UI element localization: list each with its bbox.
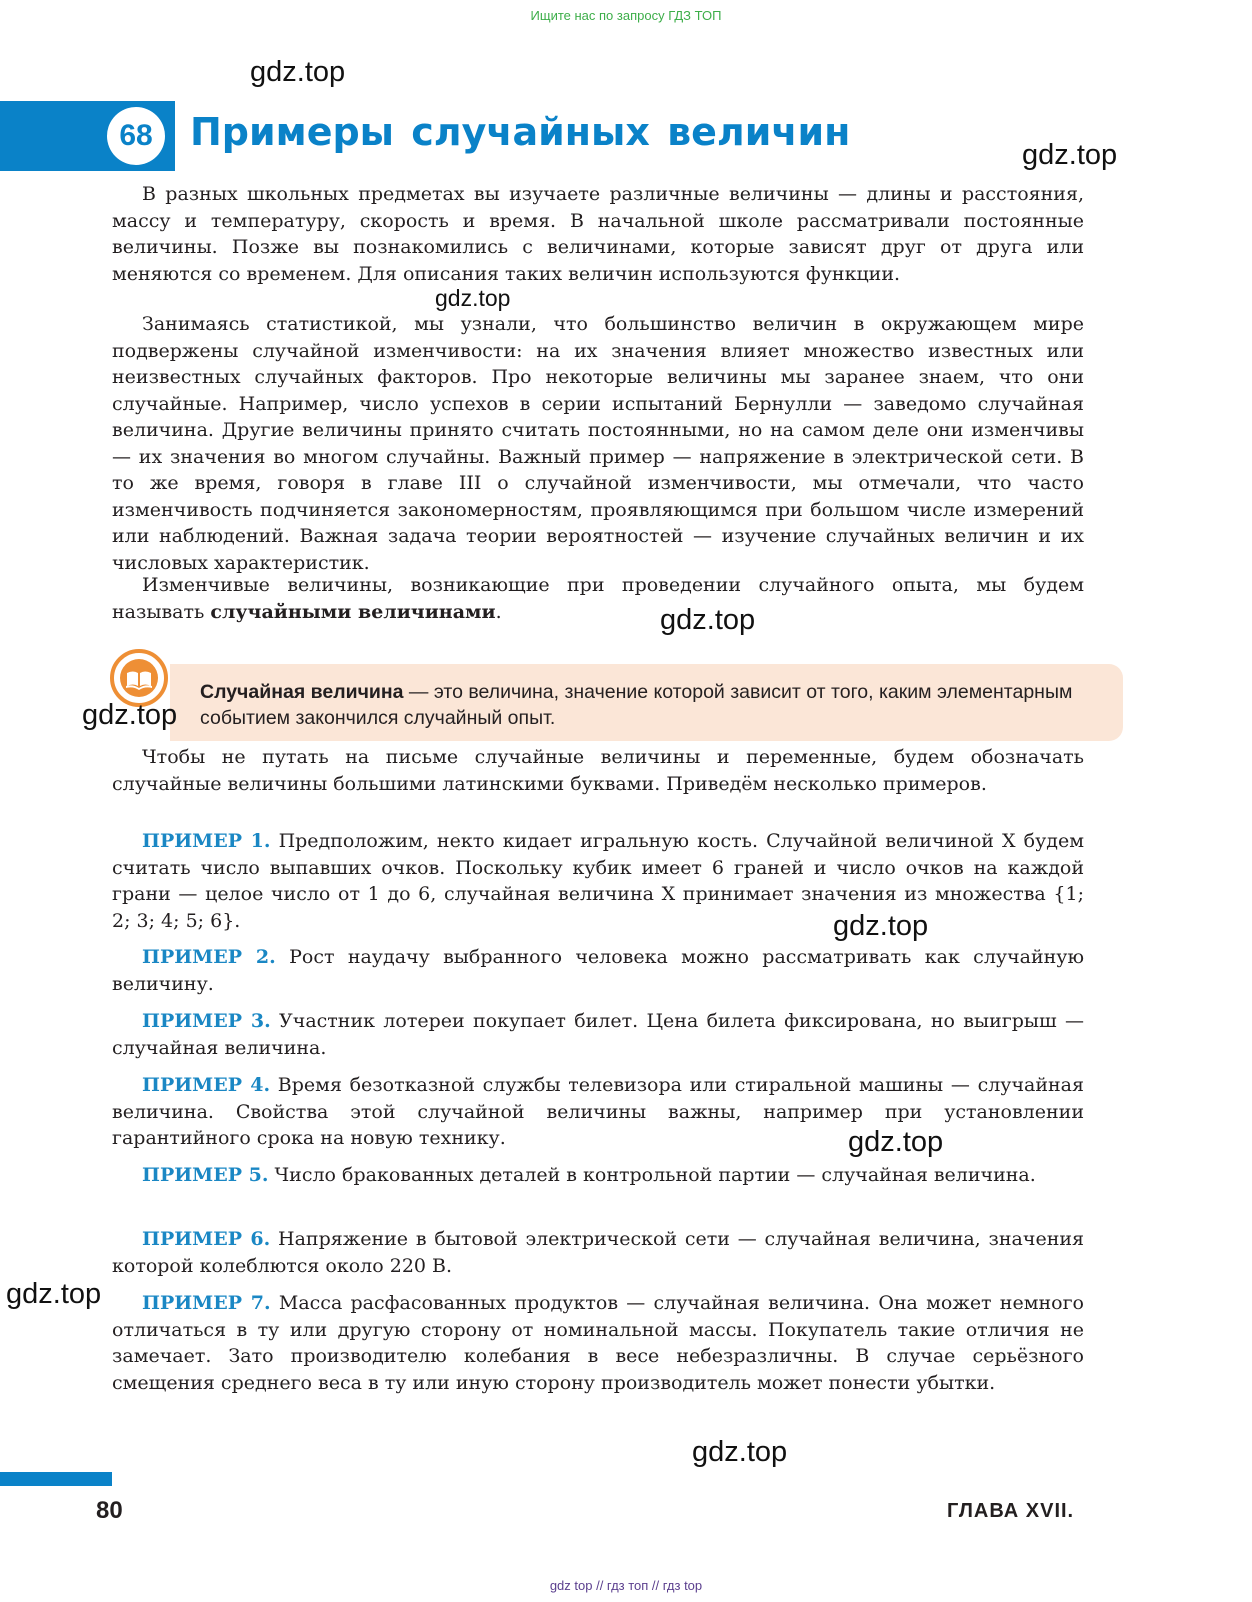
watermark: gdz.top	[82, 699, 178, 731]
page-footer-bar	[0, 1472, 112, 1486]
example-label: ПРИМЕР 5.	[142, 1164, 269, 1186]
page-title: Примеры случайных величин	[190, 110, 851, 154]
example-text: Число бракованных деталей в контрольной партии — случайная величина.	[268, 1164, 1036, 1186]
example-label: ПРИМЕР 3.	[142, 1010, 271, 1032]
watermark: gdz.top	[848, 1126, 944, 1158]
example-text: Участник лотереи покупает билет. Цена билета фиксирована, но выигрыш — случайная величина.	[112, 1010, 1084, 1059]
top-note: Ищите нас по запросу ГДЗ ТОП	[530, 8, 722, 23]
watermark: gdz.top	[6, 1278, 102, 1310]
example-text: Предположим, некто кидает игральную кость. Случайной величиной X будем считать число выпавших очков. Поскольку кубик имеет 6 граней и число очков на каждой грани — целое число от 1 до 6, случайная величина X принимает значения из множества {1; 2; 3; 4; 5; 6}.	[112, 830, 1084, 932]
definition-body: — это величина, значение которой зависит от того, каким элементарным событием закончился случайный опыт.	[200, 681, 1073, 729]
example-7	[112, 1290, 1084, 1396]
example-2	[112, 944, 1084, 997]
example-3	[112, 1008, 1084, 1061]
example-text: Масса расфасованных продуктов — случайная величина. Она может немного отличаться в ту или другую сторону от номинальной массы. Покупатель такие отличия не замечает. Зато производителю колебания в весе небезразличны. В случае серьёзного смещения среднего веса в ту или иную сторону производитель может понести убытки.	[112, 1292, 1084, 1394]
paragraph-3-start: Изменчивые величины, возникающие при проведении случайного опыта, мы будем называть	[112, 574, 1084, 623]
example-text: Напряжение в бытовой электрической сети — случайная величина, значения которой колеблются около 220 В.	[112, 1228, 1085, 1277]
example-label: ПРИМЕР 4.	[142, 1074, 271, 1096]
definition-term: Случайная величина	[200, 681, 404, 703]
definition-text	[200, 679, 1088, 731]
watermark: gdz.top	[692, 1436, 788, 1468]
paragraph-3-end: .	[495, 600, 502, 623]
chapter-label: ГЛАВА XVII.	[947, 1500, 1075, 1522]
watermark: gdz.top	[250, 56, 346, 88]
section-number: 68	[107, 107, 165, 165]
paragraph-1: В разных школьных предметах вы изучаете различные величины — длины и расстояния, массу и температуру, скорость и время. В начальной школе рассматривали постоянные величины. Позже вы познакомились с величинами, которые зависят друг от друга или меняются со временем. Для описания таких величин используются функции.	[112, 183, 1084, 285]
example-label: ПРИМЕР 6.	[142, 1228, 271, 1250]
example-5	[112, 1162, 1084, 1189]
example-6	[112, 1226, 1084, 1279]
paragraph-2: Занимаясь статистикой, мы узнали, что большинство величин в окружающем мире подвержены случайной изменчивости: на их значения влияет множество известных или неизвестных случайных факторов. Про некоторые величины мы заранее знаем, что они случайные. Например, число успехов в серии испытаний Бернулли — заведомо случайная величина. Другие величины принято считать постоянными, но на самом деле они изменчивы — их значения во многом случайны. Важный пример — напряжение в электрической сети. В то же время, говоря в главе III о случайной изменчивости, мы отмечали, что часто изменчивость подчиняется закономерностям, проявляющимся при большом числе измерений или наблюдений. Важная задача теории вероятностей — изучение случайных величин и их числовых характеристик.	[112, 313, 1084, 574]
example-label: ПРИМЕР 7.	[142, 1292, 271, 1314]
example-label: ПРИМЕР 2.	[142, 946, 276, 968]
watermark: gdz.top	[833, 910, 929, 942]
watermark: gdz.top	[1022, 139, 1118, 171]
example-text: Время безотказной службы телевизора или стиральной машины — случайная величина. Свойства этой случайной величины важны, например при установлении гарантийного срока на новую технику.	[112, 1074, 1084, 1149]
example-text: Рост наудачу выбранного человека можно рассматривать как случайную величину.	[112, 946, 1085, 995]
watermark: gdz.top	[435, 285, 511, 311]
paragraph-3	[112, 572, 1084, 625]
footer-note: gdz top // гдз топ // гдз top	[549, 1578, 703, 1593]
paragraph-4: Чтобы не путать на письме случайные величины и переменные, будем обозначать случайные величины большими латинскими буквами. Приведём несколько примеров.	[112, 746, 1084, 795]
example-1	[112, 828, 1084, 934]
page-number: 80	[96, 1497, 123, 1524]
example-label: ПРИМЕР 1.	[142, 830, 271, 852]
term-random-variables: случайными величинами	[210, 600, 496, 623]
watermark: gdz.top	[660, 604, 756, 636]
